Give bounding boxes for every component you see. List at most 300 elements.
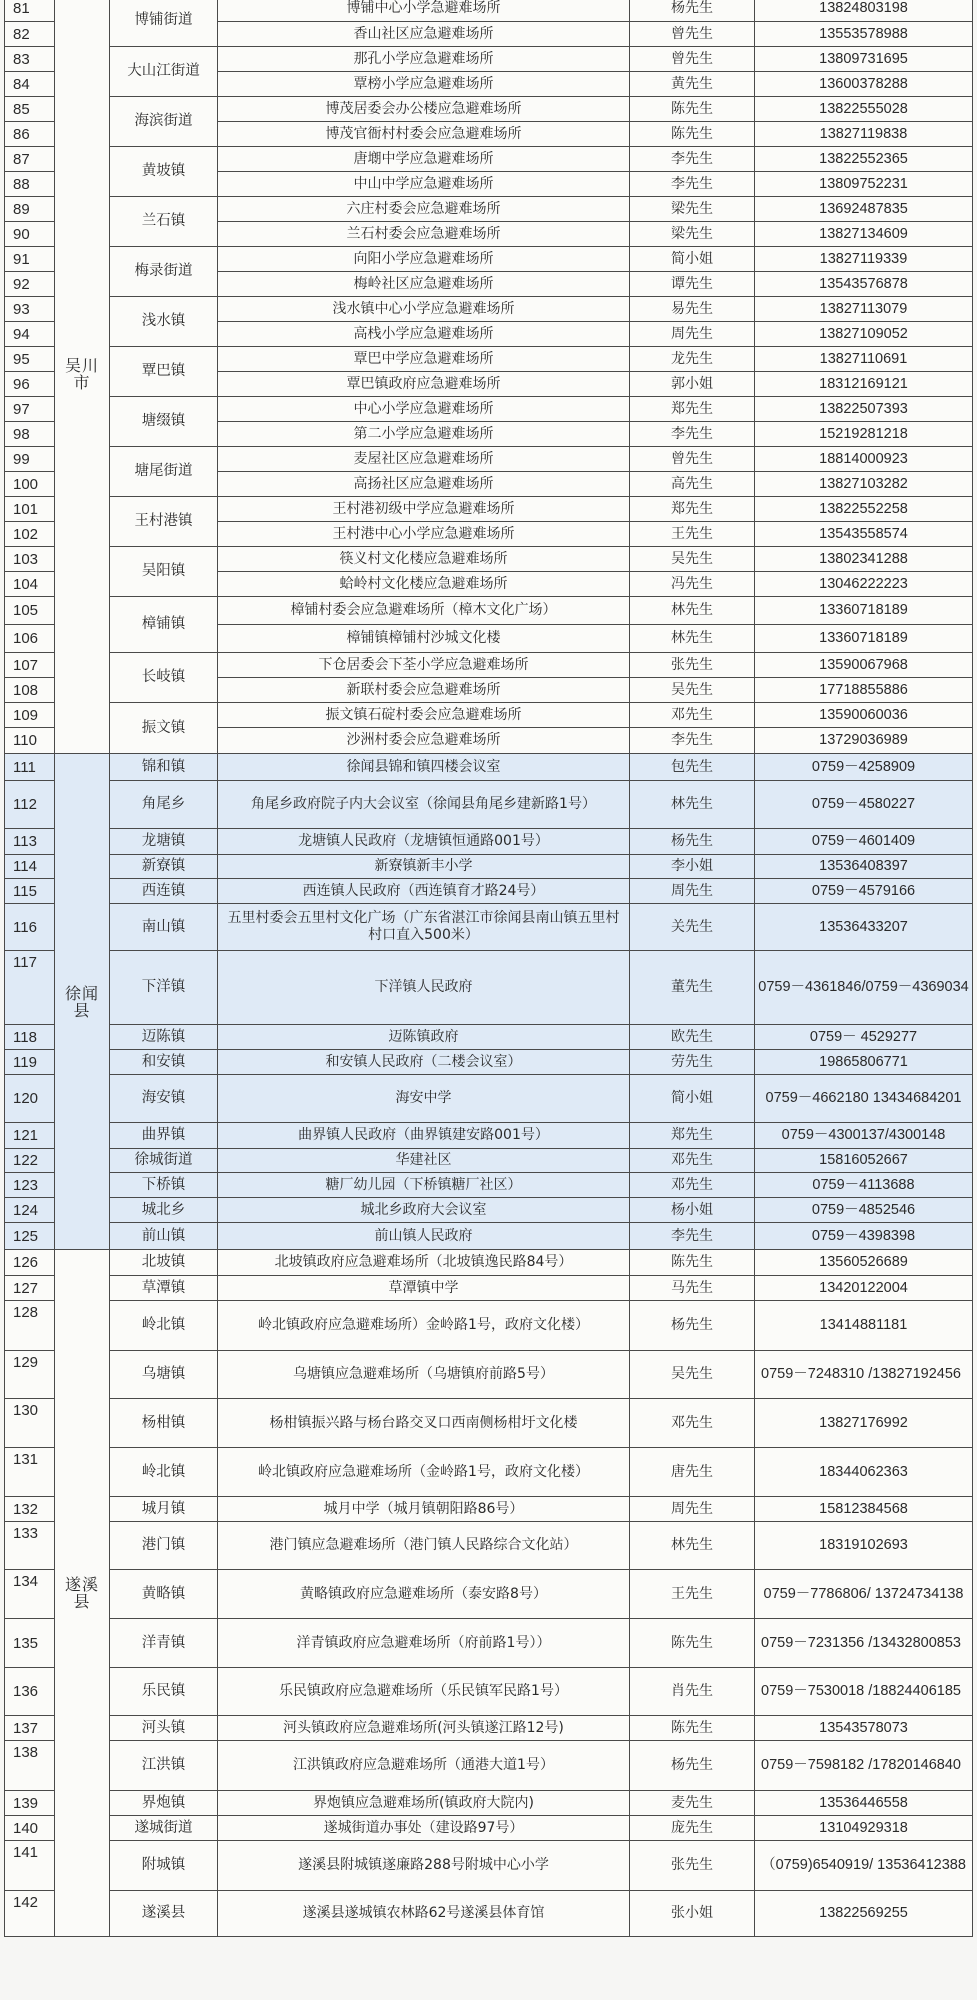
row-number: 136	[5, 1668, 55, 1716]
contact-person: 周先生	[630, 322, 755, 347]
table-row	[5, 547, 973, 572]
contact-person: 黄先生	[630, 72, 755, 97]
shelter-name: 岭北镇政府应急避难场所）金岭路1号，政府文化楼）	[218, 1301, 630, 1351]
contact-phone: 0759－4361846/0759－4369034	[755, 951, 973, 1025]
row-number: 113	[5, 829, 55, 855]
table-row	[5, 1891, 973, 1937]
shelter-name: 江洪镇政府应急避难场所（通港大道1号）	[218, 1741, 630, 1791]
table-row	[5, 1841, 973, 1891]
shelter-name: 唐㙟中学应急避难场所	[218, 147, 630, 172]
shelter-name: 第二小学应急避难场所	[218, 422, 630, 447]
town-name: 海安镇	[110, 1075, 218, 1123]
table-row	[5, 0, 973, 22]
town-name: 草潭镇	[110, 1276, 218, 1301]
contact-phone: 13827109052	[755, 322, 973, 347]
row-number: 120	[5, 1075, 55, 1123]
contact-phone: 13827119838	[755, 122, 973, 147]
contact-phone: 13590060036	[755, 703, 973, 728]
table-row	[5, 247, 973, 272]
contact-phone: 0759－4258909	[755, 754, 973, 781]
row-number: 91	[5, 247, 55, 272]
table-row	[5, 1668, 973, 1716]
contact-person: 关先生	[630, 904, 755, 951]
contact-person: 林先生	[630, 1522, 755, 1570]
row-number: 117	[5, 951, 55, 1025]
row-number: 109	[5, 703, 55, 728]
town-name: 大山江街道	[110, 47, 218, 97]
table-row	[5, 653, 973, 678]
contact-phone: 0759－4398398	[755, 1223, 973, 1250]
contact-phone: 19865806771	[755, 1050, 973, 1075]
row-number: 90	[5, 222, 55, 247]
table-row	[5, 754, 973, 781]
town-name: 徐城街道	[110, 1149, 218, 1173]
shelter-name: 下洋镇人民政府	[218, 951, 630, 1025]
town-name: 迈陈镇	[110, 1025, 218, 1050]
shelter-name: 兰石村委会应急避难场所	[218, 222, 630, 247]
row-number: 83	[5, 47, 55, 72]
contact-person: 劳先生	[630, 1050, 755, 1075]
table-row	[5, 347, 973, 372]
town-name: 新寮镇	[110, 855, 218, 879]
contact-phone: 13822552365	[755, 147, 973, 172]
row-number: 130	[5, 1399, 55, 1448]
row-number: 94	[5, 322, 55, 347]
contact-phone: 18814000923	[755, 447, 973, 472]
table-row	[5, 1497, 973, 1522]
row-number: 99	[5, 447, 55, 472]
shelter-name: 西连镇人民政府（西连镇育才路24号）	[218, 879, 630, 904]
shelter-name: 前山镇人民政府	[218, 1223, 630, 1250]
contact-person: 曾先生	[630, 447, 755, 472]
contact-phone: 13536433207	[755, 904, 973, 951]
town-name: 曲界镇	[110, 1123, 218, 1149]
table-row	[5, 1301, 973, 1351]
contact-person: 张小姐	[630, 1891, 755, 1937]
contact-phone: 13414881181	[755, 1301, 973, 1351]
contact-person: 谭先生	[630, 272, 755, 297]
table-row	[5, 1741, 973, 1791]
contact-person: 麦先生	[630, 1791, 755, 1816]
town-name: 覃巴镇	[110, 347, 218, 397]
table-row	[5, 703, 973, 728]
table-body	[5, 0, 973, 1937]
table-row	[5, 951, 973, 1025]
shelter-name: 龙塘镇人民政府（龙塘镇恒通路001号）	[218, 829, 630, 855]
contact-person: 李先生	[630, 1223, 755, 1250]
contact-phone: 18344062363	[755, 1448, 973, 1497]
contact-person: 吴先生	[630, 547, 755, 572]
shelter-name: 草潭镇中学	[218, 1276, 630, 1301]
contact-phone: 0759－4601409	[755, 829, 973, 855]
contact-person: 简小姐	[630, 247, 755, 272]
contact-person: 庞先生	[630, 1816, 755, 1841]
table-row	[5, 1276, 973, 1301]
contact-person: 曾先生	[630, 47, 755, 72]
town-name: 黄略镇	[110, 1570, 218, 1619]
table-row	[5, 1123, 973, 1149]
table-row	[5, 1816, 973, 1841]
row-number: 101	[5, 497, 55, 522]
table-row	[5, 47, 973, 72]
town-name: 江洪镇	[110, 1741, 218, 1791]
contact-phone: 13104929318	[755, 1816, 973, 1841]
row-number: 115	[5, 879, 55, 904]
shelter-name: 华建社区	[218, 1149, 630, 1173]
table-row	[5, 597, 973, 625]
county-name: 遂溪县	[55, 1250, 110, 1937]
contact-person: 郑先生	[630, 497, 755, 522]
town-name: 乐民镇	[110, 1668, 218, 1716]
row-number: 138	[5, 1741, 55, 1791]
table-row	[5, 1223, 973, 1250]
table-row	[5, 1149, 973, 1173]
table-row	[5, 97, 973, 122]
contact-person: 陈先生	[630, 97, 755, 122]
table-row	[5, 497, 973, 522]
row-number: 108	[5, 678, 55, 703]
row-number: 127	[5, 1276, 55, 1301]
shelter-name: 樟铺镇樟铺村沙城文化楼	[218, 625, 630, 653]
contact-person: 包先生	[630, 754, 755, 781]
county-name: 吴川市	[55, 0, 110, 754]
contact-person: 张先生	[630, 1841, 755, 1891]
town-name: 前山镇	[110, 1223, 218, 1250]
table-row	[5, 397, 973, 422]
row-number: 104	[5, 572, 55, 597]
shelter-name: 海安中学	[218, 1075, 630, 1123]
table-row	[5, 1570, 973, 1619]
contact-phone: 13360718189	[755, 625, 973, 653]
table-row	[5, 1250, 973, 1276]
contact-phone: 13420122004	[755, 1276, 973, 1301]
town-name: 南山镇	[110, 904, 218, 951]
row-number: 103	[5, 547, 55, 572]
table-row	[5, 1448, 973, 1497]
contact-person: 梁先生	[630, 222, 755, 247]
contact-phone: 0759－7786806/ 13724734138	[755, 1570, 973, 1619]
row-number: 106	[5, 625, 55, 653]
contact-phone: 13809731695	[755, 47, 973, 72]
contact-phone: 13360718189	[755, 597, 973, 625]
table-row	[5, 1173, 973, 1198]
shelter-name: 黄略镇政府应急避难场所（泰安路8号）	[218, 1570, 630, 1619]
town-name: 洋青镇	[110, 1619, 218, 1668]
town-name: 角尾乡	[110, 781, 218, 829]
contact-person: 杨先生	[630, 1741, 755, 1791]
shelter-name: 覃榜小学应急避难场所	[218, 72, 630, 97]
row-number: 95	[5, 347, 55, 372]
town-name: 遂城街道	[110, 1816, 218, 1841]
shelter-name: 博茂官衙村村委会应急避难场所	[218, 122, 630, 147]
row-number: 105	[5, 597, 55, 625]
shelter-name: 洋青镇政府应急避难场所（府前路1号））	[218, 1619, 630, 1668]
contact-phone: 0759－4580227	[755, 781, 973, 829]
table-row	[5, 1791, 973, 1816]
contact-phone: 13822555028	[755, 97, 973, 122]
town-name: 龙塘镇	[110, 829, 218, 855]
contact-person: 李先生	[630, 172, 755, 197]
contact-phone: 0759－7248310 /13827192456	[755, 1351, 973, 1399]
shelter-name: 梅岭社区应急避难场所	[218, 272, 630, 297]
contact-person: 吴先生	[630, 678, 755, 703]
row-number: 133	[5, 1522, 55, 1570]
contact-person: 林先生	[630, 781, 755, 829]
contact-phone: 13822507393	[755, 397, 973, 422]
shelter-name: 城月中学（城月镇朝阳路86号）	[218, 1497, 630, 1522]
contact-person: 杨先生	[630, 1301, 755, 1351]
contact-phone: 13824803198	[755, 0, 973, 22]
table-row	[5, 1716, 973, 1741]
shelter-table	[4, 0, 973, 1937]
row-number: 119	[5, 1050, 55, 1075]
contact-person: 吴先生	[630, 1351, 755, 1399]
town-name: 河头镇	[110, 1716, 218, 1741]
table-row	[5, 197, 973, 222]
town-name: 振文镇	[110, 703, 218, 754]
contact-phone: 0759－4300137/4300148	[755, 1123, 973, 1149]
town-name: 博铺街道	[110, 0, 218, 47]
contact-person: 周先生	[630, 1497, 755, 1522]
shelter-name: 五里村委会五里村文化广场（广东省湛江市徐闻县南山镇五里村村口直入500米）	[218, 904, 630, 951]
shelter-name: 筷义村文化楼应急避难场所	[218, 547, 630, 572]
contact-phone: 18312169121	[755, 372, 973, 397]
row-number: 135	[5, 1619, 55, 1668]
shelter-name: 麦屋社区应急避难场所	[218, 447, 630, 472]
town-name: 城北乡	[110, 1198, 218, 1223]
contact-phone: 15816052667	[755, 1149, 973, 1173]
town-name: 吴阳镇	[110, 547, 218, 597]
contact-person: 龙先生	[630, 347, 755, 372]
town-name: 塘尾街道	[110, 447, 218, 497]
contact-phone: 13827110691	[755, 347, 973, 372]
shelter-name: 覃巴中学应急避难场所	[218, 347, 630, 372]
row-number: 89	[5, 197, 55, 222]
contact-phone: 13729036989	[755, 728, 973, 754]
town-name: 下桥镇	[110, 1173, 218, 1198]
shelter-name: 浅水镇中心小学应急避难场所	[218, 297, 630, 322]
contact-phone: 17718855886	[755, 678, 973, 703]
shelter-name: 博茂居委会办公楼应急避难场所	[218, 97, 630, 122]
shelter-name: 角尾乡政府院子内大会议室（徐闻县角尾乡建新路1号）	[218, 781, 630, 829]
contact-person: 肖先生	[630, 1668, 755, 1716]
shelter-name: 迈陈镇政府	[218, 1025, 630, 1050]
contact-phone: 13590067968	[755, 653, 973, 678]
shelter-name: 博铺中心小学急避难场所	[218, 0, 630, 22]
contact-phone: 13827119339	[755, 247, 973, 272]
row-number: 102	[5, 522, 55, 547]
row-number: 129	[5, 1351, 55, 1399]
contact-person: 董先生	[630, 951, 755, 1025]
contact-phone: 13536408397	[755, 855, 973, 879]
contact-person: 邓先生	[630, 1173, 755, 1198]
town-name: 梅录街道	[110, 247, 218, 297]
contact-phone: 13809752231	[755, 172, 973, 197]
contact-person: 郑先生	[630, 1123, 755, 1149]
town-name: 兰石镇	[110, 197, 218, 247]
row-number: 112	[5, 781, 55, 829]
town-name: 遂溪县	[110, 1891, 218, 1937]
row-number: 137	[5, 1716, 55, 1741]
row-number: 87	[5, 147, 55, 172]
contact-person: 张先生	[630, 653, 755, 678]
contact-phone: 13822552258	[755, 497, 973, 522]
shelter-name: 蛤岭村文化楼应急避难场所	[218, 572, 630, 597]
row-number: 123	[5, 1173, 55, 1198]
shelter-name: 下仓居委会下荃小学应急避难场所	[218, 653, 630, 678]
town-name: 塘缀镇	[110, 397, 218, 447]
table-row	[5, 1198, 973, 1223]
row-number: 121	[5, 1123, 55, 1149]
town-name: 锦和镇	[110, 754, 218, 781]
shelter-name: 北坡镇政府应急避难场所（北坡镇逸民路84号）	[218, 1250, 630, 1276]
contact-person: 马先生	[630, 1276, 755, 1301]
table-row	[5, 879, 973, 904]
shelter-name: 高扬社区应急避难场所	[218, 472, 630, 497]
contact-person: 唐先生	[630, 1448, 755, 1497]
contact-phone: 13822569255	[755, 1891, 973, 1937]
table-row	[5, 447, 973, 472]
contact-phone: 13543558574	[755, 522, 973, 547]
contact-person: 陈先生	[630, 1250, 755, 1276]
table-row	[5, 829, 973, 855]
row-number: 139	[5, 1791, 55, 1816]
shelter-name: 界炮镇应急避难场所(镇政府大院内)	[218, 1791, 630, 1816]
contact-person: 邓先生	[630, 1399, 755, 1448]
contact-phone: 0759－4852546	[755, 1198, 973, 1223]
contact-phone: 13046222223	[755, 572, 973, 597]
row-number: 122	[5, 1149, 55, 1173]
contact-phone: 13827134609	[755, 222, 973, 247]
town-name: 西连镇	[110, 879, 218, 904]
contact-person: 易先生	[630, 297, 755, 322]
contact-phone: 13692487835	[755, 197, 973, 222]
contact-person: 曾先生	[630, 22, 755, 47]
row-number: 93	[5, 297, 55, 322]
shelter-name: 那孔小学应急避难场所	[218, 47, 630, 72]
contact-phone: 13536446558	[755, 1791, 973, 1816]
contact-person: 林先生	[630, 597, 755, 625]
row-number: 140	[5, 1816, 55, 1841]
table-row	[5, 297, 973, 322]
contact-phone: 15812384568	[755, 1497, 973, 1522]
table-row	[5, 1619, 973, 1668]
row-number: 111	[5, 754, 55, 781]
shelter-name: 王村港初级中学应急避难场所	[218, 497, 630, 522]
contact-phone: 13827113079	[755, 297, 973, 322]
contact-person: 杨先生	[630, 829, 755, 855]
contact-person: 李小姐	[630, 855, 755, 879]
row-number: 125	[5, 1223, 55, 1250]
shelter-name: 新联村委会应急避难场所	[218, 678, 630, 703]
shelter-name: 糖厂幼儿园（下桥镇糖厂社区）	[218, 1173, 630, 1198]
contact-person: 李先生	[630, 147, 755, 172]
shelter-name: 覃巴镇政府应急避难场所	[218, 372, 630, 397]
contact-person: 杨小姐	[630, 1198, 755, 1223]
contact-person: 王先生	[630, 522, 755, 547]
contact-person: 陈先生	[630, 1716, 755, 1741]
contact-person: 梁先生	[630, 197, 755, 222]
shelter-name: 河头镇政府应急避难场所(河头镇遂江路12号)	[218, 1716, 630, 1741]
contact-phone: 0759－4113688	[755, 1173, 973, 1198]
contact-person: 杨先生	[630, 0, 755, 22]
town-name: 黄坡镇	[110, 147, 218, 197]
table-row	[5, 1025, 973, 1050]
shelter-name: 遂城街道办事处（建设路97号）	[218, 1816, 630, 1841]
town-name: 岭北镇	[110, 1448, 218, 1497]
contact-person: 李先生	[630, 422, 755, 447]
town-name: 和安镇	[110, 1050, 218, 1075]
shelter-name: 高栈小学应急避难场所	[218, 322, 630, 347]
town-name: 下洋镇	[110, 951, 218, 1025]
row-number: 124	[5, 1198, 55, 1223]
row-number: 82	[5, 22, 55, 47]
contact-person: 郭小姐	[630, 372, 755, 397]
town-name: 城月镇	[110, 1497, 218, 1522]
shelter-name: 杨柑镇振兴路与杨台路交叉口西南侧杨柑圩文化楼	[218, 1399, 630, 1448]
contact-person: 陈先生	[630, 1619, 755, 1668]
row-number: 126	[5, 1250, 55, 1276]
county-name: 徐闻县	[55, 754, 110, 1250]
table-row	[5, 904, 973, 951]
row-number: 96	[5, 372, 55, 397]
row-number: 92	[5, 272, 55, 297]
contact-phone: 13827103282	[755, 472, 973, 497]
shelter-name: 曲界镇人民政府（曲界镇建安路001号）	[218, 1123, 630, 1149]
shelter-name: 城北乡政府大会议室	[218, 1198, 630, 1223]
row-number: 88	[5, 172, 55, 197]
row-number: 100	[5, 472, 55, 497]
contact-phone: 0759－7530018 /18824406185	[755, 1668, 973, 1716]
town-name: 长岐镇	[110, 653, 218, 703]
contact-person: 邓先生	[630, 1149, 755, 1173]
shelter-name: 中心小学应急避难场所	[218, 397, 630, 422]
row-number: 97	[5, 397, 55, 422]
contact-phone: 13553578988	[755, 22, 973, 47]
shelter-name: 向阳小学应急避难场所	[218, 247, 630, 272]
table-row	[5, 1351, 973, 1399]
row-number: 107	[5, 653, 55, 678]
table-row	[5, 1050, 973, 1075]
row-number: 132	[5, 1497, 55, 1522]
contact-person: 高先生	[630, 472, 755, 497]
row-number: 114	[5, 855, 55, 879]
contact-phone: 0759－4662180 13434684201	[755, 1075, 973, 1123]
row-number: 86	[5, 122, 55, 147]
contact-phone: 0759－4579166	[755, 879, 973, 904]
contact-person: 邓先生	[630, 703, 755, 728]
contact-phone: 13543576878	[755, 272, 973, 297]
shelter-name: 王村港中心小学应急避难场所	[218, 522, 630, 547]
shelter-name: 乐民镇政府应急避难场所（乐民镇军民路1号）	[218, 1668, 630, 1716]
shelter-name: 和安镇人民政府（二楼会议室）	[218, 1050, 630, 1075]
table-row	[5, 1522, 973, 1570]
row-number: 134	[5, 1570, 55, 1619]
contact-phone: （0759)6540919/ 13536412388	[755, 1841, 973, 1891]
town-name: 浅水镇	[110, 297, 218, 347]
row-number: 81	[5, 0, 55, 22]
table-row	[5, 1399, 973, 1448]
town-name: 海滨街道	[110, 97, 218, 147]
town-name: 王村港镇	[110, 497, 218, 547]
row-number: 131	[5, 1448, 55, 1497]
shelter-name: 六庄村委会应急避难场所	[218, 197, 630, 222]
contact-person: 周先生	[630, 879, 755, 904]
table-row	[5, 781, 973, 829]
shelter-name: 港门镇应急避难场所（港门镇人民路综合文化站）	[218, 1522, 630, 1570]
town-name: 北坡镇	[110, 1250, 218, 1276]
row-number: 110	[5, 728, 55, 754]
